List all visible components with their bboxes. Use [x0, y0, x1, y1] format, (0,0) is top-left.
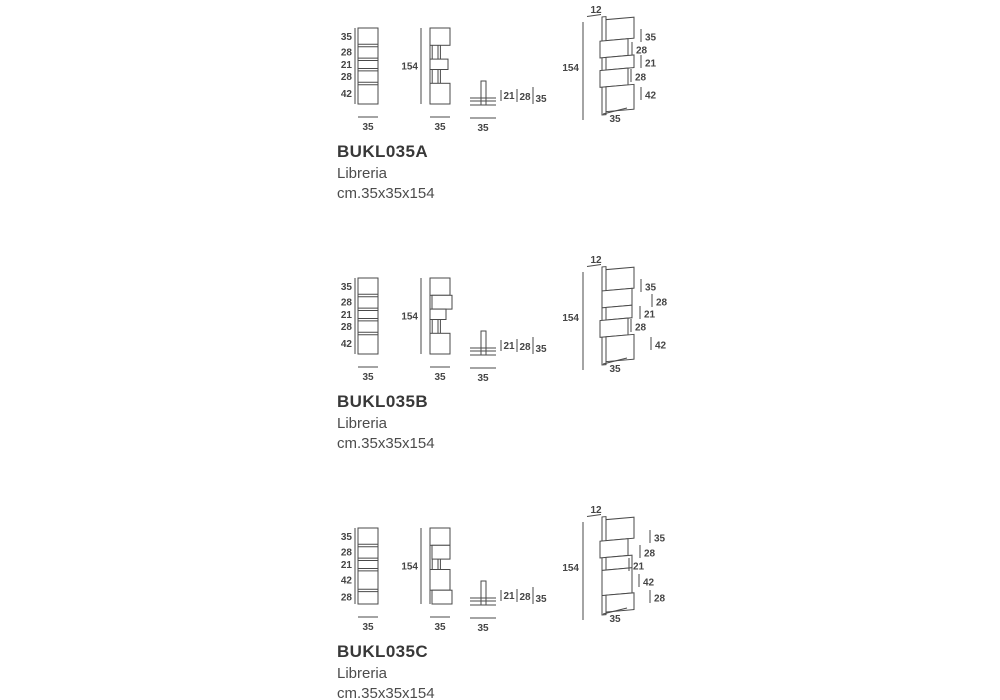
dim-label: 35: [645, 282, 657, 294]
dim-label: 28: [654, 593, 666, 605]
dim-label: 42: [340, 575, 352, 587]
product-code: BUKL035B: [337, 392, 429, 411]
product-caption: [337, 642, 435, 700]
cabinet-outline: [358, 278, 378, 354]
dim-label: 28: [656, 297, 668, 309]
side-profile: [430, 528, 452, 604]
dim-label: 28: [340, 47, 352, 59]
dim-label: 35: [477, 123, 489, 134]
dim-label: 35: [362, 122, 374, 133]
side-profile: [430, 278, 452, 354]
front-view-drawing: [330, 520, 402, 638]
dim-label: 154: [562, 63, 579, 74]
depth-dimension-labels: [501, 587, 547, 605]
dim-label: 42: [643, 577, 655, 589]
height-dimension-labels: [341, 282, 353, 350]
product-type: Libreria: [337, 665, 388, 682]
dim-label: 28: [340, 297, 352, 309]
product-row-bukl035a: [0, 0, 1000, 250]
product-row-bukl035b: [0, 250, 1000, 500]
depth-dimension-labels: [501, 337, 547, 355]
cabinet-3d: [600, 264, 634, 365]
dim-label: 28: [635, 72, 647, 84]
dim-label: 42: [655, 340, 667, 352]
product-caption: [337, 142, 435, 202]
shelf-lines: [358, 544, 378, 591]
dim-label: 154: [562, 563, 579, 574]
dim-label: 35: [477, 623, 489, 634]
product-type: Libreria: [337, 415, 388, 432]
front-view-drawing: [330, 270, 402, 388]
dim-label: 35: [434, 372, 446, 383]
dim-label: 28: [644, 548, 656, 560]
dim-label: 42: [340, 339, 352, 351]
dim-label: 21: [340, 559, 352, 571]
dim-label: 35: [609, 614, 621, 625]
dim-label: 21: [503, 91, 515, 102]
perspective-view-drawing: [556, 502, 672, 634]
dim-label: 21: [503, 341, 515, 352]
cabinet-outline: [358, 528, 378, 604]
depth-dimension-labels: [501, 87, 547, 105]
height-dimension-labels: [341, 532, 353, 604]
product-type: Libreria: [337, 165, 388, 182]
dim-label: 154: [562, 313, 579, 324]
top-view-drawing: [462, 325, 558, 387]
dim-label: 35: [362, 622, 374, 633]
dim-label: 42: [340, 89, 352, 101]
dim-label: 35: [535, 594, 547, 605]
dim-label: 28: [340, 547, 352, 559]
front-view-drawing: [330, 20, 402, 138]
dim-label: 21: [503, 591, 515, 602]
dim-label: 21: [340, 309, 352, 321]
dim-label: 35: [340, 532, 352, 544]
dim-label: 28: [340, 71, 352, 83]
dim-label: 35: [609, 114, 621, 125]
perspective-view-drawing: [556, 2, 672, 134]
dim-label: 35: [645, 32, 657, 44]
product-caption: [337, 392, 435, 452]
dim-label: 35: [434, 122, 446, 133]
dim-label: 28: [519, 92, 531, 103]
product-dimensions: cm.35x35x154: [337, 185, 435, 202]
dim-label: 35: [654, 533, 666, 545]
dim-label: 12: [590, 255, 602, 266]
product-code: BUKL035C: [337, 642, 429, 661]
height-dimension-labels: [631, 279, 668, 352]
dim-label: 154: [401, 311, 418, 323]
top-view-drawing: [462, 75, 558, 137]
dim-label: 35: [609, 364, 621, 375]
dim-label: 28: [519, 342, 531, 353]
dim-label: 21: [340, 59, 352, 71]
cabinet-3d: [600, 14, 634, 115]
dim-label: 35: [340, 282, 352, 294]
dim-label: 35: [340, 32, 352, 44]
plan-profile: [470, 81, 496, 105]
dim-label: 12: [590, 505, 602, 516]
dim-label: 28: [340, 321, 352, 333]
dim-label: 21: [633, 561, 645, 573]
dim-label: 28: [519, 592, 531, 603]
dim-label: 35: [477, 373, 489, 384]
plan-profile: [470, 331, 496, 355]
side-profile: [430, 28, 450, 104]
dim-label: 35: [535, 344, 547, 355]
top-view-drawing: [462, 575, 558, 637]
dim-label: 35: [535, 94, 547, 105]
dim-label: 21: [644, 309, 656, 321]
dim-label: 35: [434, 622, 446, 633]
shelf-lines: [358, 294, 378, 334]
dim-label: 35: [362, 372, 374, 383]
height-dimension-labels: [631, 29, 657, 102]
perspective-view-drawing: [556, 252, 672, 384]
cabinet-outline: [358, 28, 378, 104]
product-code: BUKL035A: [337, 142, 429, 161]
shelf-lines: [358, 44, 378, 84]
dim-label: 28: [636, 45, 648, 57]
product-dimensions: cm.35x35x154: [337, 685, 435, 700]
dim-label: 28: [340, 592, 352, 604]
product-dimensions: cm.35x35x154: [337, 435, 435, 452]
dim-label: 154: [401, 561, 418, 573]
product-row-bukl035c: [0, 500, 1000, 700]
plan-profile: [470, 581, 496, 605]
dim-label: 21: [645, 58, 657, 70]
dim-label: 28: [635, 322, 647, 334]
dim-label: 12: [590, 5, 602, 16]
dim-label: 154: [401, 61, 418, 73]
dim-label: 42: [645, 90, 657, 102]
height-dimension-labels: [341, 32, 353, 100]
